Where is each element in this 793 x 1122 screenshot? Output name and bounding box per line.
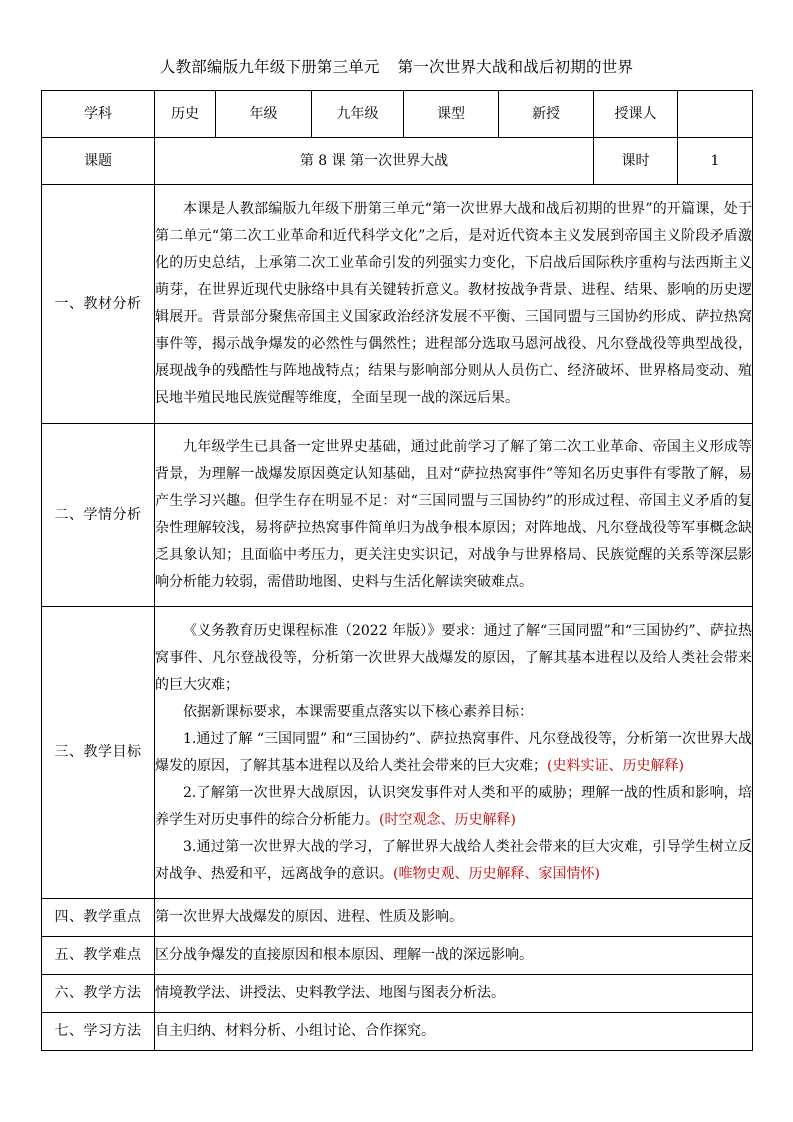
student-analysis-text: 九年级学生已具备一定世界史基础，通过此前学习了解了第二次工业革命、帝国主义形成等背景，为理解一战爆发原因奠定认知基础，且对“萨拉热窝事件”等知名历史事件有零散了解，易产生学习兴趣。但学生存在明显不足：对“三国同盟与三国协约”的形成过程、帝国主义矛盾的复杂性理解较浅，易将萨拉热窝事件简单归为战争根本原因；对阵地战、凡尔登战役等军事概念缺乏具象认知；且面临中考压力，更关注史实识记，对战争与世界格局、民族觉醒的关系等深层影响分析能力较弱，需借助地图、史料与生活化解读突破难点。 bbox=[155, 439, 752, 590]
goal-3-literacy-tag: (唯物史观、历史解释、家国情怀) bbox=[393, 865, 600, 882]
difficult-points-label: 五、教学难点 bbox=[42, 937, 155, 975]
teaching-methods-text: 情境教学法、讲授法、史料教学法、地图与图表分析法。 bbox=[155, 975, 753, 1013]
student-analysis-cell bbox=[155, 424, 753, 607]
teaching-methods-label: 六、教学方法 bbox=[42, 975, 155, 1013]
teaching-goals-cell bbox=[155, 607, 753, 899]
grade-label: 年级 bbox=[216, 91, 312, 138]
document-title-part2: 第一次世界大战和战后初期的世界 bbox=[397, 58, 634, 76]
goal-1-literacy-tag: (史料实证、历史解释) bbox=[547, 757, 684, 774]
student-analysis-row bbox=[42, 424, 753, 607]
class-hours-label: 课时 bbox=[594, 138, 678, 185]
learning-methods-row bbox=[42, 1013, 753, 1051]
difficult-points-row bbox=[42, 937, 753, 975]
goal-1-text: 1.通过了解 “三国同盟” 和“三国协约”、萨拉热窝事件、凡尔登战役等，分析第一次世界大战爆发的原因，了解其基本进程以及给人类社会带来的巨大灾难； bbox=[155, 730, 752, 774]
lesson-type-value: 新授 bbox=[499, 91, 594, 138]
goal-item-1 bbox=[155, 726, 752, 780]
subject-value: 历史 bbox=[155, 91, 216, 138]
goal-item-3 bbox=[155, 834, 752, 888]
learning-methods-text: 自主归纳、材料分析、小组讨论、合作探究。 bbox=[155, 1013, 753, 1051]
key-points-text: 第一次世界大战爆发的原因、进程、性质及影响。 bbox=[155, 899, 753, 937]
document-title bbox=[0, 56, 793, 78]
teacher-value bbox=[678, 91, 753, 138]
document-title-part1: 人教部编版九年级下册第三单元 bbox=[159, 58, 380, 76]
textbook-analysis-text: 本课是人教部编版九年级下册第三单元“第一次世界大战和战后初期的世界”的开篇课，处于第二单元“第二次工业革命和近代科学文化”之后，是对近代资本主义发展到帝国主义阶段矛盾激化的历史总结，上承第二次工业革命引发的列强实力变化，下启战后国际秩序重构与法西斯主义萌芽，在世界近现代史脉络中具有关键转折意义。教材按战争背景、进程、结果、影响的历史逻辑展开。背景部分聚焦帝国主义国家政治经济发展不平衡、三国同盟与三国协约形成、萨拉热窝事件等，揭示战争爆发的必然性与偶然性；进程部分选取马恩河战役、凡尔登战役等典型战役，展现战争的残酷性与阵地战特点；结果与影响部分则从人员伤亡、经济破坏、世界格局变动、殖民地半殖民地民族觉醒等维度，全面呈现一战的深远后果。 bbox=[155, 201, 752, 406]
goal-2-literacy-tag: (时空观念、历史解释) bbox=[379, 811, 516, 828]
teaching-goals-label: 三、教学目标 bbox=[42, 607, 155, 899]
subject-label: 学科 bbox=[42, 91, 155, 138]
difficult-points-text: 区分战争爆发的直接原因和根本原因、理解一战的深远影响。 bbox=[155, 937, 753, 975]
key-points-row bbox=[42, 899, 753, 937]
class-hours-value: 1 bbox=[678, 138, 753, 185]
header-row bbox=[42, 91, 753, 138]
goal-3-text: 3.通过第一次世界大战的学习，了解世界大战给人类社会带来的巨大灾难，引导学生树立反对战争、热爱和平，远离战争的意识。 bbox=[155, 838, 752, 882]
curriculum-standard-text: 《义务教育历史课程标准（2022 年版）》要求：通过了解“三国同盟”和“三国协约”、萨拉热窝事件、凡尔登战役等，分析第一次世界大战爆发的原因，了解其基本进程以及给人类社会带来的巨大灾难； bbox=[155, 622, 752, 693]
topic-value: 第 8 课 第一次世界大战 bbox=[155, 138, 594, 185]
topic-row bbox=[42, 138, 753, 185]
textbook-analysis-label: 一、教材分析 bbox=[42, 185, 155, 424]
key-points-label: 四、教学重点 bbox=[42, 899, 155, 937]
teacher-label: 授课人 bbox=[594, 91, 678, 138]
lesson-plan-table bbox=[41, 90, 753, 1051]
learning-methods-label: 七、学习方法 bbox=[42, 1013, 155, 1051]
grade-value: 九年级 bbox=[312, 91, 404, 138]
goal-2-text: 2.了解第一次世界大战原因，认识突发事件对人类和平的威胁；理解一战的性质和影响，培养学生对历史事件的综合分析能力。 bbox=[155, 784, 752, 828]
goal-item-2 bbox=[155, 780, 752, 834]
goals-intro-text: 依据新课标要求，本课需要重点落实以下核心素养目标： bbox=[183, 703, 533, 720]
textbook-analysis-row bbox=[42, 185, 753, 424]
lesson-type-label: 课型 bbox=[404, 91, 499, 138]
student-analysis-label: 二、学情分析 bbox=[42, 424, 155, 607]
teaching-methods-row bbox=[42, 975, 753, 1013]
textbook-analysis-cell bbox=[155, 185, 753, 424]
teaching-goals-row bbox=[42, 607, 753, 899]
topic-label: 课题 bbox=[42, 138, 155, 185]
